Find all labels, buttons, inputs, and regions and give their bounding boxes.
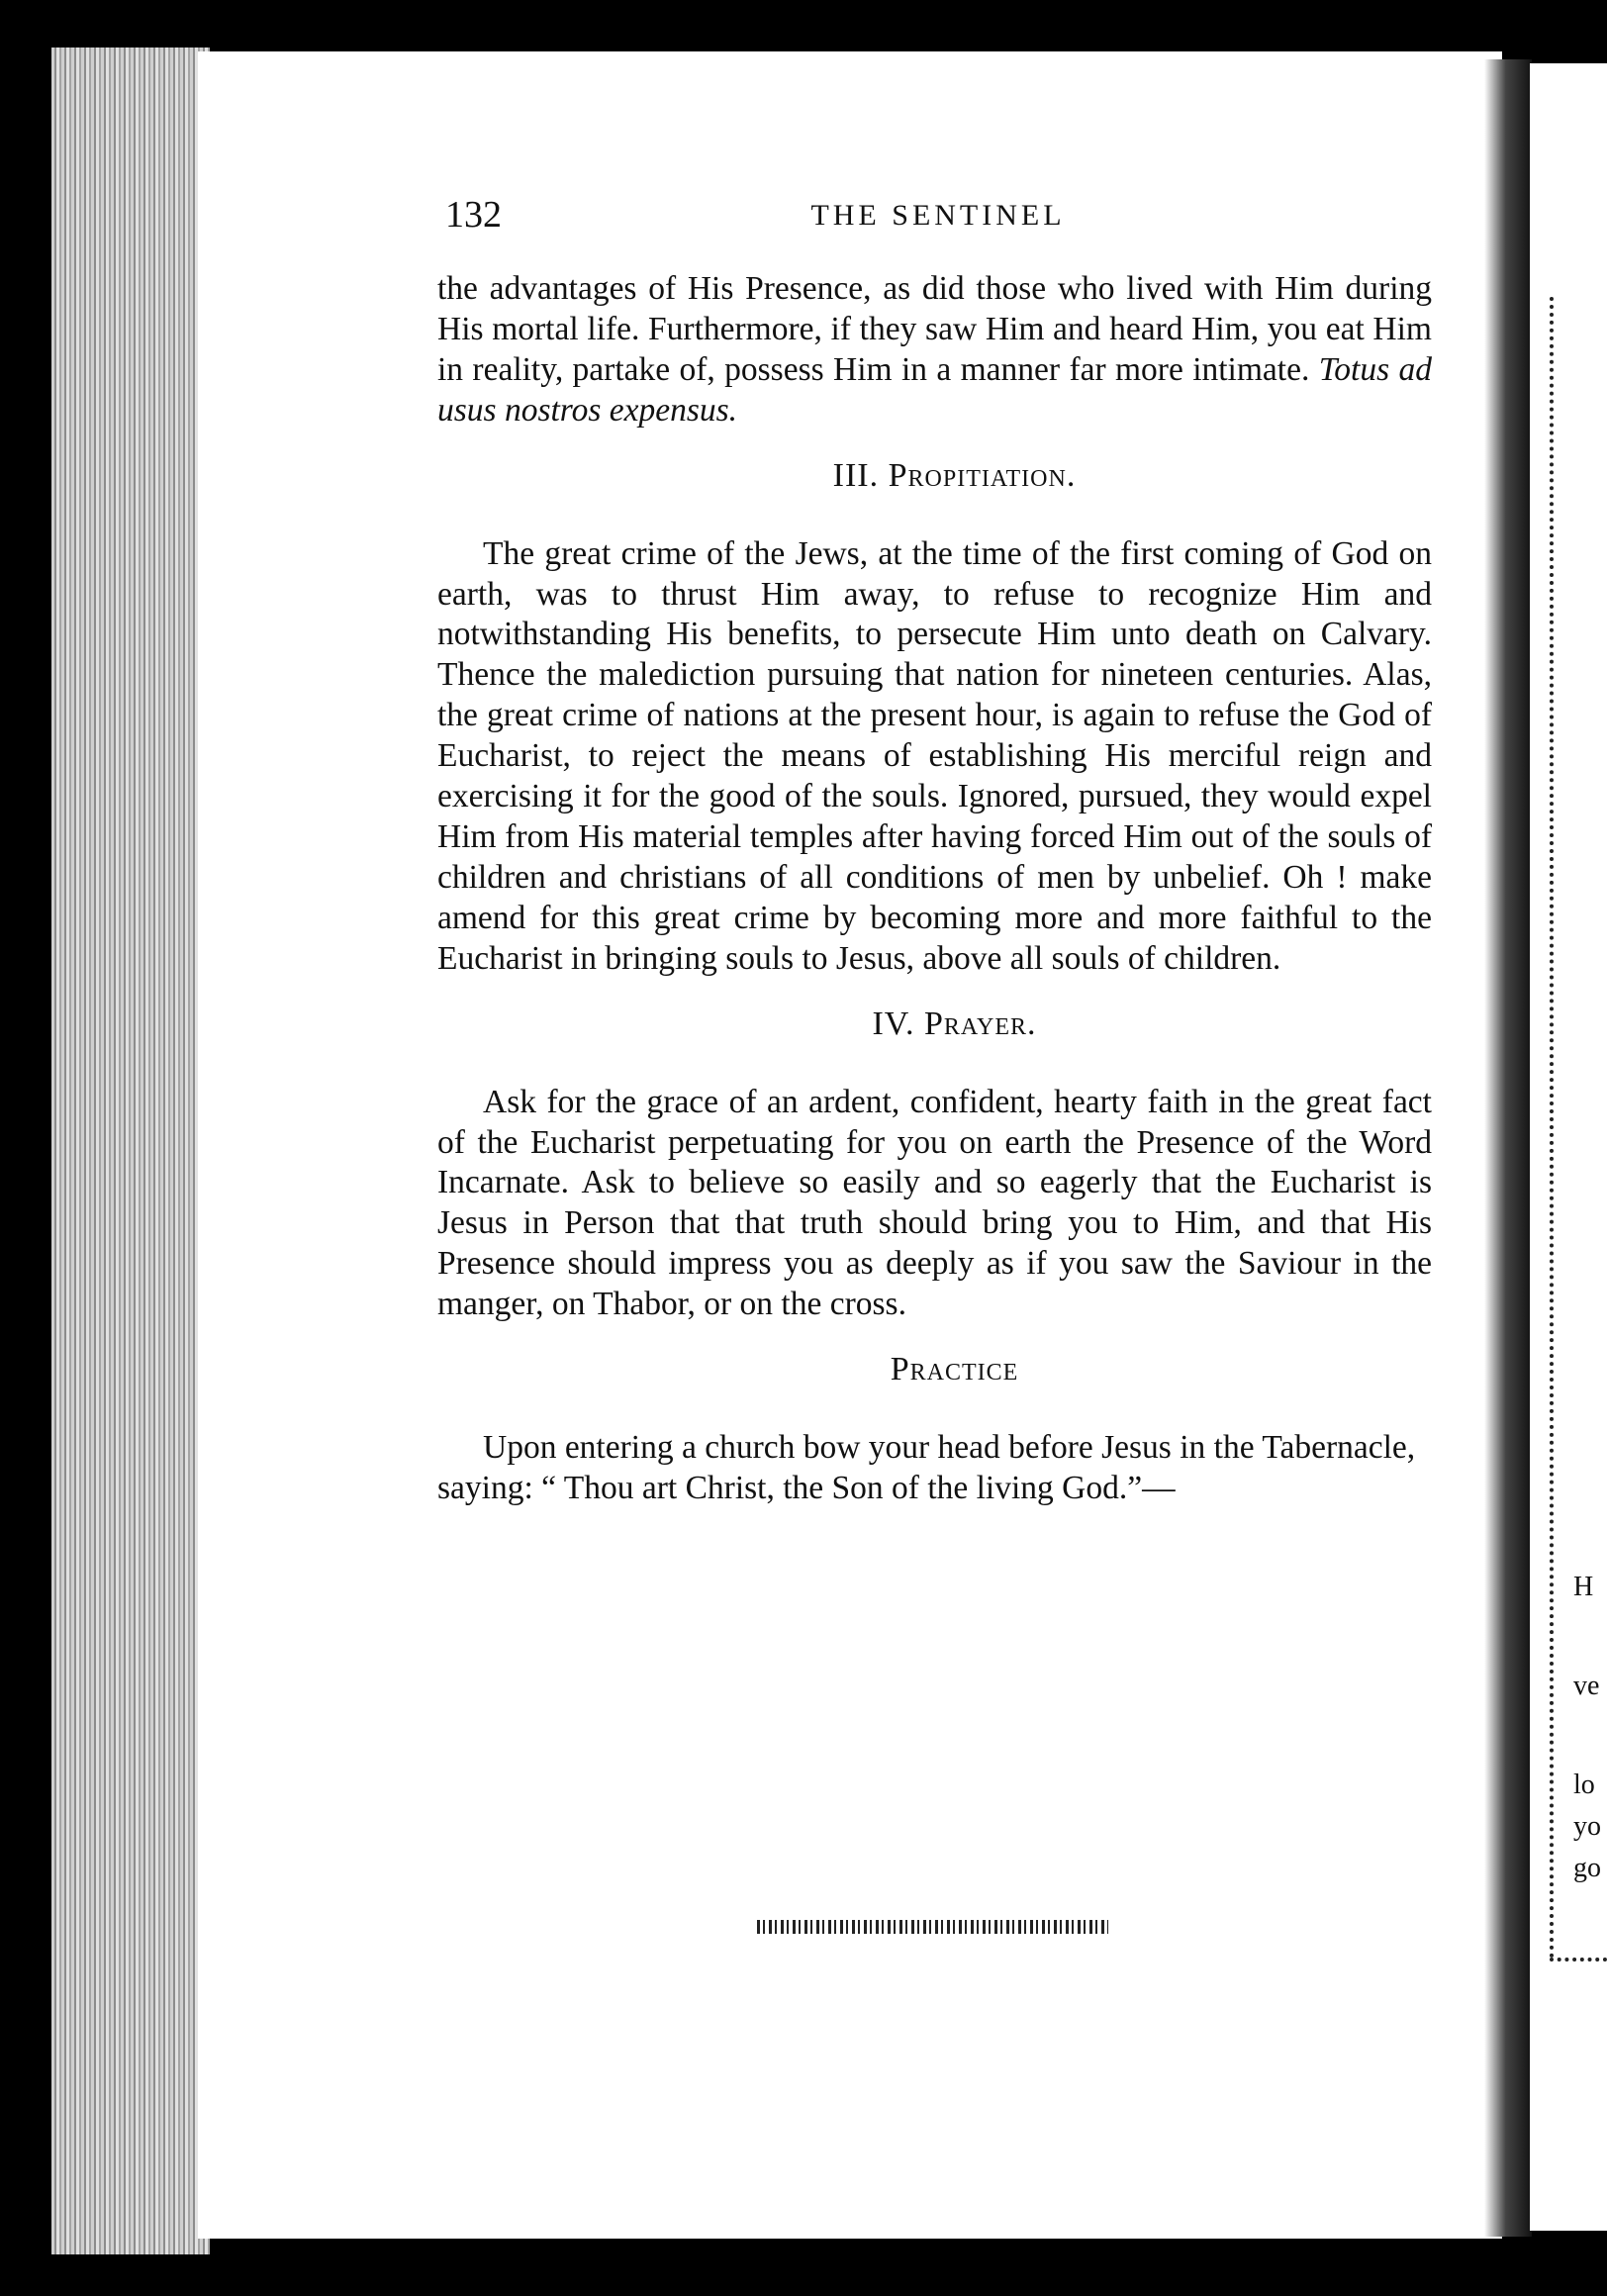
facing-page-fragment: go xyxy=(1573,1853,1601,1883)
running-title: THE SENTINEL xyxy=(810,199,1066,232)
prayer-paragraph: Ask for the grace of an ardent, confident, hearty faith in the great fact of the Eucharist perpetuating for you on earth the Presence of the Word Incarnate. Ask to believe so easily and so eagerly that the Eucharist is Jesus in Person that that truth should bring you to Him, and that His Presence should impress you as deeply as if you saw the Saviour in the manger, on Thabor, or on the cross. xyxy=(437,1083,1432,1323)
practice-paragraph: Upon entering a church bow your head before Jesus in the Tabernacle, saying: “ Thou art Christ, the Son of the living God.”— xyxy=(437,1429,1416,1506)
page-number: 132 xyxy=(445,194,502,236)
facing-page-fragment: H xyxy=(1573,1572,1594,1602)
book-page-edges xyxy=(51,48,210,2254)
facing-page-fragment: lo xyxy=(1573,1770,1595,1800)
section-heading-propitiation: III. Propitiation. xyxy=(832,456,1077,494)
facing-page-ornament-bottom xyxy=(1550,1958,1607,1961)
facing-page-ornament-border xyxy=(1550,297,1573,1960)
page-body xyxy=(437,269,1432,1509)
ornamental-rule xyxy=(757,1920,1108,1934)
facing-page-fragment: yo xyxy=(1573,1811,1601,1842)
opening-paragraph xyxy=(437,269,1432,431)
facing-page-fragment: ve xyxy=(1573,1671,1600,1701)
section-heading-prayer: IV. Prayer. xyxy=(872,1004,1037,1042)
section-heading-practice: Practice xyxy=(890,1351,1019,1388)
opening-paragraph-text: the advantages of His Presence, as did those who lived with Him during His mortal life. Furthermore, if they saw Him and heard Him, you eat Him in reality, partake of, possess Him in a manner far more intimate. xyxy=(437,270,1432,388)
latin-quote: Totus ad usus nostros expensus. xyxy=(437,350,1433,429)
propitiation-paragraph: The great crime of the Jews, at the time of the first coming of God on earth, was to thrust Him away, to refuse to recognize Him and notwithstanding His benefits, to persecute Him unto death on Calvary. Thence the malediction pursuing that nation for nineteen centuries. Alas, the great crime of nations at the present hour, is again to refuse the God of Eucharist, to reject the means of establishing His merciful reign and exercising it for the good of the souls. Ignored, pursued, they would expel Him from His material temples after having forced Him out of the souls of children and christians of all conditions of men by unbelief. Oh ! make amend for this great crime by becoming more and more faithful to the Eucharist in bringing souls to Jesus, above all souls of children. xyxy=(437,534,1432,977)
book-gutter xyxy=(1484,59,1532,2237)
running-head xyxy=(433,193,1443,242)
